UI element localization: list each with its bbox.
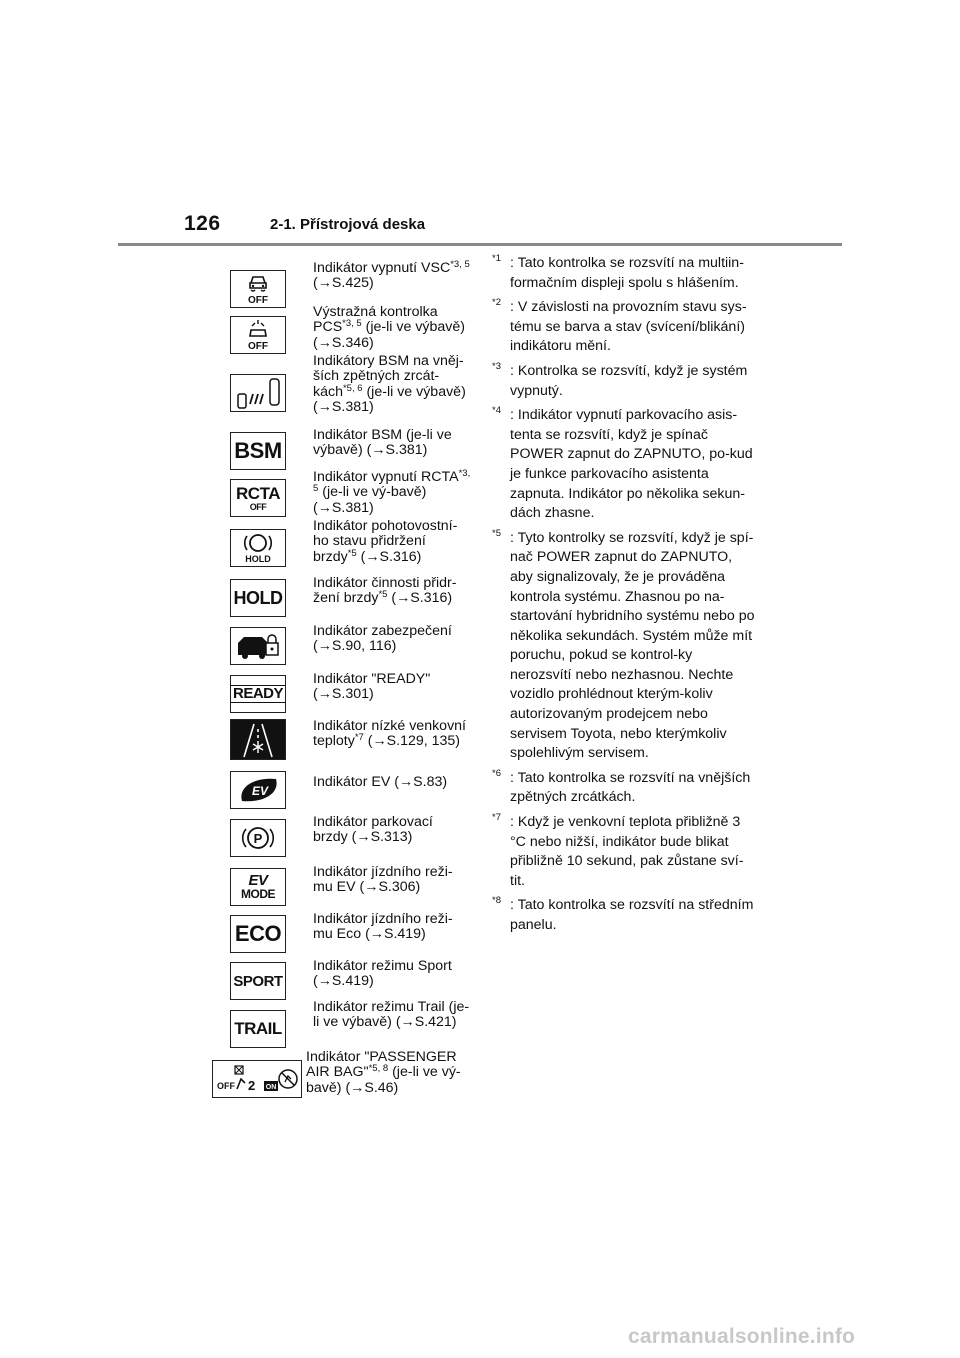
page-number: 126 xyxy=(184,212,221,235)
footnote: $^{*4}$ : Indikátor vypnutí parkovacího asis-tenta se rozsvítí, když je spínač POWER zapnut do ZAPNUTO, po-kud je funkce parkovacího asistenta zapnuta. Indikátor po několika sekun-dách zhasne. xyxy=(492,405,753,522)
trail-icon: TRAIL xyxy=(230,1010,286,1048)
security-icon xyxy=(230,627,286,665)
footnote: $^{*8}$ : Tato kontrolka se rozsvítí na středním panelu. xyxy=(492,895,754,933)
indicator-description: Indikátor režimu Trail (je-li ve výbavě) (→S.421) xyxy=(313,999,470,1031)
indicator-description: Indikátor zabezpečení (→S.90, 116) xyxy=(313,623,452,655)
parking-brake-icon xyxy=(230,819,286,857)
footnote: $^{*7}$ : Když je venkovní teplota přibližně 3 °C nebo nižší, indikátor bude blikat přibližně 10 sekund, pak zůstane sví-tit. xyxy=(492,812,744,889)
indicator-description: Indikátor režimu Sport (→S.419) xyxy=(313,958,452,990)
indicator-description: Indikátor EV (→S.83) xyxy=(313,774,448,790)
footnote: $^{*6}$ : Tato kontrolka se rozsvítí na vnějších zpětných zrcátkách. xyxy=(492,767,751,806)
indicator-description: Indikátor vypnutí VSC$^{*3, 5}$ (→S.425) xyxy=(313,259,470,292)
footnote: $^{*1}$ : Tato kontrolka se rozsvítí na multiin-formačním displeji spolu s hlášením. xyxy=(492,253,744,291)
svg-text:P: P xyxy=(253,831,263,846)
footnotes xyxy=(492,254,757,941)
indicator-description: Indikátor jízdního reži-mu EV (→S.306) xyxy=(313,864,453,896)
indicator-description: Výstražná kontrolka PCS$^{*3, 5}$ (je-li ve výbavě) (→S.346) xyxy=(313,304,466,351)
bsm-mirror-icon xyxy=(230,374,286,412)
low-temp-icon xyxy=(230,719,286,760)
indicator-description: Indikátor BSM (je-li ve výbavě) (→S.381) xyxy=(313,427,452,459)
ready-icon: READY xyxy=(230,675,286,713)
brake-hold-standby-icon xyxy=(230,529,286,567)
footnote: $^{*2}$ : V závislosti na provozním stavu sys-tému se barva a stav (svícení/blikání) indikátoru mění. xyxy=(492,297,747,355)
passenger-airbag-icon xyxy=(212,1060,302,1098)
indicator-description: Indikátor parkovací brzdy (→S.313) xyxy=(313,814,433,846)
ev-mode-icon: EV MODE xyxy=(230,868,286,906)
footnote: $^{*5}$ : Tyto kontrolky se rozsvítí, když je spí-nač POWER zapnut do ZAPNUTO, aby signalizovaly, že je prováděna kontrola systému. Zhasnou po na-startování hybridního systému nebo po několika sekundách. Systém může mít poruchu, pokud se kontrol-ky nerozsvítí nebo nezhasnou. Nechte vozidlo prohlédnout kterým-koliv autorizovaným prodejcem nebo servisem Toyota, nebo kterýmkoliv spolehlivým servisem. xyxy=(492,527,755,762)
indicator-description: Indikátor činnosti přidr-žení brzdy$^{*5}$ (→S.316) xyxy=(313,575,457,607)
ev-icon xyxy=(230,771,286,809)
svg-text:OFF: OFF xyxy=(248,341,268,352)
svg-text:HOLD: HOLD xyxy=(245,554,271,564)
indicator-description: Indikátor vypnutí RCTA$^{*3, 5}$ (je-li ve vý-bavě) (→S.381) xyxy=(313,468,471,516)
svg-text:2: 2 xyxy=(248,1078,256,1093)
indicator-description: Indikátor jízdního reži-mu Eco (→S.419) xyxy=(313,911,453,943)
hold-icon: HOLD xyxy=(230,579,286,617)
indicator-description: Indikátor nízké venkovní teploty$^{*7}$ (→S.129, 135) xyxy=(313,718,466,750)
svg-text:EV: EV xyxy=(251,784,269,798)
svg-text:OFF: OFF xyxy=(248,295,268,306)
watermark: carmanualsonline.info xyxy=(628,1325,856,1348)
svg-text:OFF: OFF xyxy=(217,1081,235,1091)
vsc-off-icon xyxy=(230,270,286,308)
indicator-description: Indikátory BSM na vněj-ších zpětných zrcát-kách$^{*5, 6}$ (je-li ve výbavě) (→S.381) xyxy=(313,353,466,415)
indicator-description: Indikátor "READY" (→S.301) xyxy=(313,671,431,703)
eco-icon: ECO xyxy=(230,915,286,953)
sport-icon: SPORT xyxy=(230,962,286,1000)
section-title: 2-1. Přístrojová deska xyxy=(270,216,426,233)
indicator-description: Indikátor "PASSENGER AIR BAG"$^{*5, 8}$ (je-li ve vý-bavě) (→S.46) xyxy=(306,1049,461,1096)
indicator-description: Indikátor pohotovostní-ho stavu přidržení brzdy$^{*5}$ (→S.316) xyxy=(313,518,458,565)
pcs-off-icon xyxy=(230,316,286,354)
footnote: $^{*3}$ : Kontrolka se rozsvítí, když je systém vypnutý. xyxy=(492,360,748,399)
svg-text:ON: ON xyxy=(265,1084,277,1091)
rcta-off-icon: RCTA OFF xyxy=(230,479,286,517)
bsm-icon: BSM xyxy=(230,432,286,470)
header-rule xyxy=(118,243,842,246)
